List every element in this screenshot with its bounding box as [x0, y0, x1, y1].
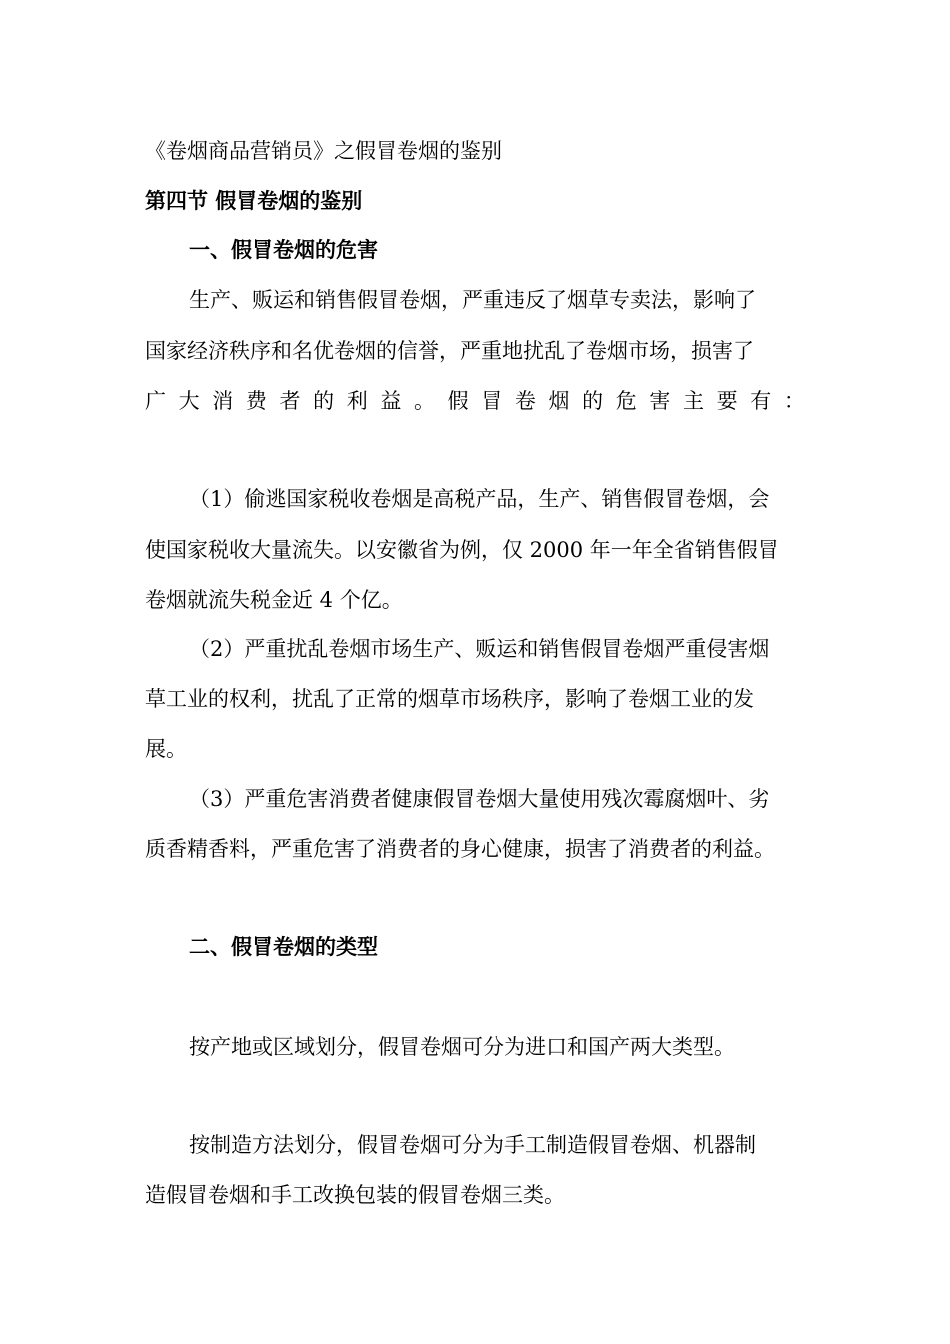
- intro-line-3-char: 假: [447, 389, 469, 413]
- intro-line-1: 生产、贩运和销售假冒卷烟，严重违反了烟草专卖法，影响了: [189, 288, 756, 312]
- intro-line-3-char: 的: [582, 389, 604, 413]
- item3-line-1: （3）严重危害消费者健康假冒卷烟大量使用残次霉腐烟叶、劣: [189, 787, 770, 811]
- section-heading: 第四节 假冒卷烟的鉴别: [145, 189, 363, 213]
- item1-line-2: 使国家税收大量流失。以安徽省为例，仅 2000 年一年全省销售假冒: [145, 538, 779, 562]
- document-title: 《卷烟商品营销员》之假冒卷烟的鉴别: [145, 139, 502, 163]
- types-para-2-line-1: 按制造方法划分，假冒卷烟可分为手工制造假冒卷烟、机器制: [189, 1133, 756, 1157]
- intro-line-3-char: 益: [380, 389, 402, 413]
- intro-line-3-char: 费: [245, 389, 267, 413]
- intro-line-3-char: 者: [279, 389, 301, 413]
- item2-line-3: 展。: [145, 737, 187, 761]
- intro-line-3-char: 要: [716, 389, 738, 413]
- intro-line-3-char: 危: [615, 389, 637, 413]
- item2-line-1: （2）严重扰乱卷烟市场生产、贩运和销售假冒卷烟严重侵害烟: [189, 637, 770, 661]
- item1-line-3: 卷烟就流失税金近 4 个亿。: [145, 588, 403, 612]
- intro-line-3-char: 消: [212, 389, 234, 413]
- subsection-heading-harm: 一、假冒卷烟的危害: [189, 238, 378, 262]
- types-para-2-line-2: 造假冒卷烟和手工改换包装的假冒卷烟三类。: [145, 1183, 565, 1207]
- intro-line-3-char: ：: [783, 389, 805, 413]
- intro-line-3-char: 卷: [514, 389, 536, 413]
- intro-line-3-char: 烟: [548, 389, 570, 413]
- intro-line-3: [145, 386, 805, 416]
- item1-line-1: （1）偷逃国家税收卷烟是高税产品，生产、销售假冒卷烟，会: [189, 487, 770, 511]
- subsection-heading-types: 二、假冒卷烟的类型: [189, 935, 378, 959]
- intro-line-3-char: 害: [649, 389, 671, 413]
- intro-line-3-char: 主: [683, 389, 704, 413]
- intro-line-3-char: 有: [750, 389, 772, 413]
- intro-line-3-char: 冒: [481, 389, 503, 413]
- intro-line-3-char: 大: [178, 389, 200, 413]
- intro-line-2: 国家经济秩序和名优卷烟的信誉，严重地扰乱了卷烟市场，损害了: [145, 339, 754, 363]
- intro-line-3-char: 利: [346, 389, 368, 413]
- intro-line-3-char: 的: [313, 389, 335, 413]
- types-para-1: 按产地或区域划分，假冒卷烟可分为进口和国产两大类型。: [189, 1035, 735, 1059]
- intro-line-3-char: 。: [414, 389, 435, 413]
- item3-line-2: 质香精香料，严重危害了消费者的身心健康，损害了消费者的利益。: [145, 837, 775, 861]
- intro-line-3-char: 广: [145, 389, 166, 413]
- item2-line-2: 草工业的权利，扰乱了正常的烟草市场秩序，影响了卷烟工业的发: [145, 687, 754, 711]
